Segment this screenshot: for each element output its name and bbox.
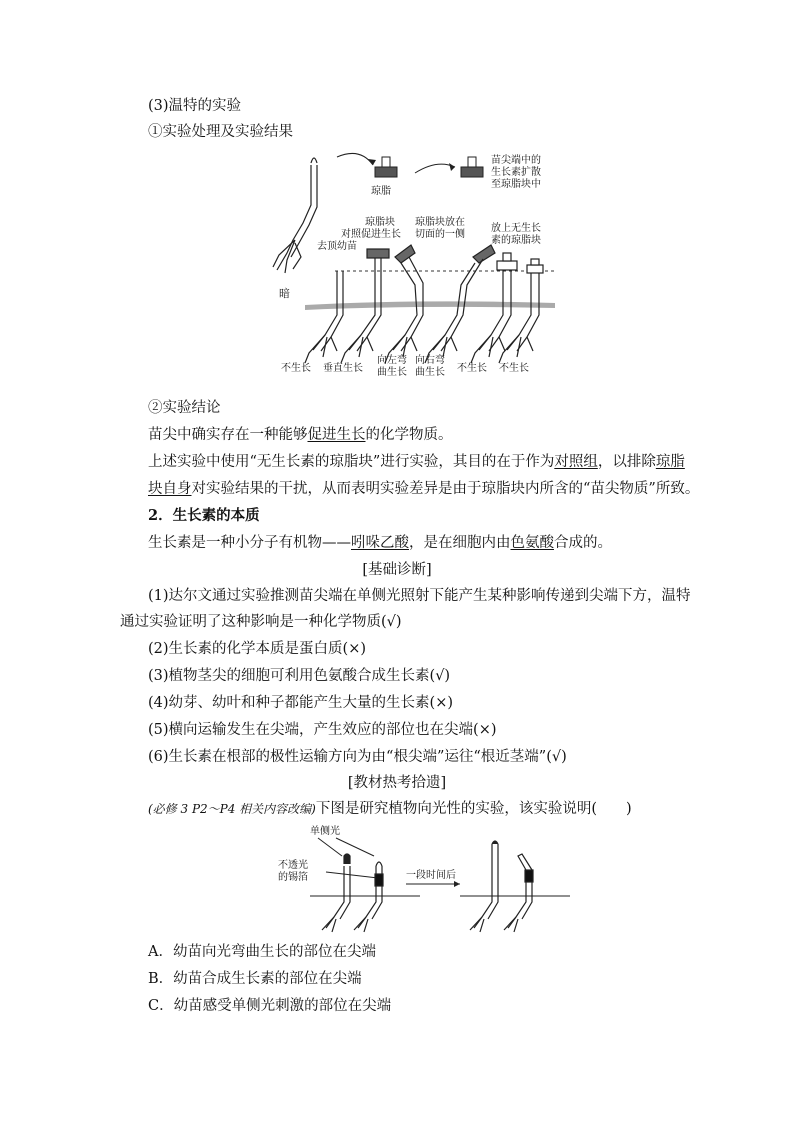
dark-label: 暗 <box>279 287 290 300</box>
result-label: 不生长 <box>281 363 311 374</box>
conclusion-line-1 <box>148 425 453 445</box>
option-c[interactable]: C．幼苗感受单侧光刺激的部位在尖端 <box>148 998 392 1014</box>
phototropism-figure <box>270 822 570 940</box>
side-label-2: 切面的一侧 <box>415 229 465 240</box>
option-b[interactable]: B．幼苗合成生长素的部位在尖端 <box>148 971 362 987</box>
diagnosis-item-3: (3)植物茎尖的细胞可利用色氨酸合成生长素(√) <box>148 668 451 684</box>
no-auxin-label-1: 放上无生长 <box>491 223 541 234</box>
result-label: 向右弯 <box>415 355 445 366</box>
underlined-answer: 吲哚乙酸 <box>351 535 409 551</box>
no-auxin-label-2: 素的琼脂块 <box>491 235 541 246</box>
went-experiment-figure <box>265 145 565 380</box>
conclusion-line-2 <box>148 452 685 472</box>
foil-label-1: 不透光 <box>278 860 308 871</box>
underlined-answer: 对照组 <box>554 454 598 470</box>
seedling-with-tip-illustration <box>273 158 317 273</box>
side-label-1: 琼脂块放在 <box>415 217 465 228</box>
text-span: 合成的。 <box>554 535 612 551</box>
subsection-heading: ①实验处理及实验结果 <box>148 124 293 140</box>
foil-label-2: 的锡箔 <box>278 872 308 883</box>
agar-label: 琼脂 <box>371 186 391 197</box>
text-span: 生长素是一种小分子有机物—— <box>148 535 351 551</box>
section-heading: (3)温特的实验 <box>148 98 242 114</box>
arrow-icon <box>415 164 455 173</box>
result-label: 不生长 <box>457 363 487 374</box>
text-span: 对实验结果的干扰，从而表明实验差异是由于琼脂块内所含的“苗尖物质”所致。 <box>191 481 700 497</box>
auxin-section-heading: 2．生长素的本质 <box>148 507 260 524</box>
diagnosis-item-4: (4)幼芽、幼叶和种子都能产生大量的生长素(×) <box>148 695 454 711</box>
option-a[interactable]: A．幼苗向光弯曲生长的部位在尖端 <box>148 944 376 960</box>
text-span: ，是在细胞内由 <box>409 535 511 551</box>
diagnosis-item-5: (5)横向运输发生在尖端，产生效应的部位也在尖端(×) <box>148 722 497 738</box>
conclusion-line-3 <box>148 479 699 499</box>
auxin-line <box>148 533 612 553</box>
textbook-question <box>148 799 632 819</box>
source-note: (必修 3 P2～P4 相关内容改编) <box>148 802 316 816</box>
control-label-1: 对照 <box>341 229 361 240</box>
underlined-answer: 琼脂 <box>655 454 685 470</box>
pointer-line <box>326 872 378 878</box>
conclusion-heading: ②实验结论 <box>148 400 221 416</box>
light-label: 单侧光 <box>310 826 340 837</box>
control-label-2: 去顶幼苗 <box>317 241 357 252</box>
after-label: 一段时间后 <box>406 870 456 881</box>
underlined-answer: 块自身 <box>148 481 192 497</box>
text-span: 的化学物质。 <box>365 427 453 443</box>
text-span: 上述实验中使用“无生长素的琼脂块”进行实验，其目的在于作为 <box>148 454 555 470</box>
question-text: 下图是研究植物向光性的实验，该实验说明( ) <box>315 801 632 817</box>
agar-promote-label-1: 琼脂块 <box>365 217 395 228</box>
result-label: 垂直生长 <box>323 363 363 374</box>
underlined-answer: 促进生长 <box>307 427 366 443</box>
seedling-pair-before <box>322 854 383 932</box>
text-span: 苗尖中确实存在一种能够 <box>148 427 308 443</box>
seedling-pair-after <box>470 841 533 932</box>
result-label: 不生长 <box>499 363 529 374</box>
diagnosis-title: [基础诊断] <box>362 562 432 578</box>
arrow-head-icon <box>449 163 455 171</box>
result-label: 曲生长 <box>415 367 445 378</box>
diagnosis-item-2: (2)生长素的化学本质是蛋白质(×) <box>148 641 367 657</box>
result-label: 曲生长 <box>377 367 407 378</box>
underlined-answer: 色氨酸 <box>510 535 554 551</box>
text-span: ，以排除 <box>597 454 656 470</box>
light-arrow <box>318 838 342 856</box>
diagnosis-item-1a: (1)达尔文通过实验推测苗尖端在单侧光照射下能产生某种影响传递到尖端下方，温特 <box>148 588 691 604</box>
agar-block-with-auxin-illustration <box>461 157 483 177</box>
diffuse-label-2: 生长素扩散 <box>491 167 541 178</box>
agar-promote-label-2: 促进生长 <box>361 229 401 240</box>
diagnosis-item-1b: 通过实验证明了这种影响是一种化学物质(√) <box>120 614 402 630</box>
agar-block-tip-illustration <box>375 157 397 177</box>
light-arrow <box>336 838 374 856</box>
arrow-icon <box>337 153 373 165</box>
result-label: 向左弯 <box>377 355 407 366</box>
diffuse-label-3: 至琼脂块中 <box>491 179 541 190</box>
textbook-title: [教材热考拾遗] <box>347 775 447 791</box>
diffuse-label-1: 苗尖端中的 <box>491 155 541 166</box>
arrow-head-icon <box>454 881 460 887</box>
diagnosis-item-6: (6)生长素在根部的极性运输方向为由“根尖端”运往“根近茎端”(√) <box>148 749 567 765</box>
